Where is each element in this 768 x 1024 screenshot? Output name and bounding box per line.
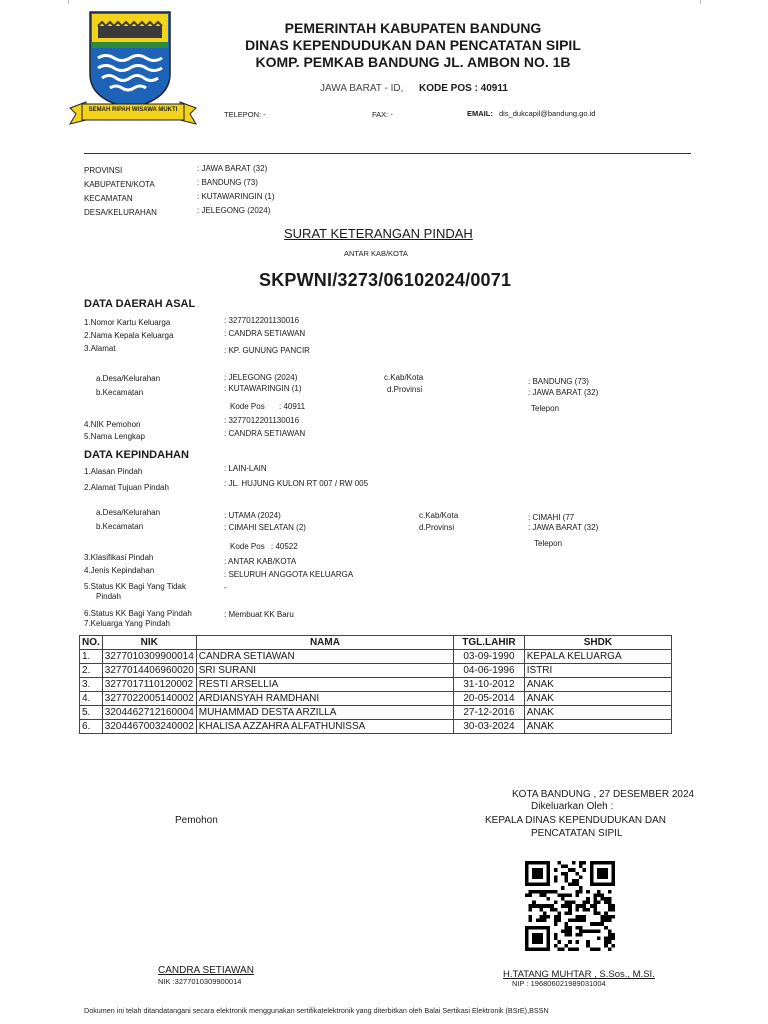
cell-nama: SRI SURANI: [196, 664, 453, 678]
cell-nik: 3277010309900014: [102, 650, 196, 664]
official-nip: NIP : 196806021989031004: [512, 979, 606, 988]
cell-tgl-lahir: 27-12-2016: [454, 706, 525, 720]
table-header-shdk: SHDK: [524, 636, 671, 650]
table-row: [80, 664, 672, 678]
asal-telepon-label: Telepon: [531, 404, 560, 413]
region-value-desa: : JELEGONG (2024): [197, 206, 271, 215]
pindah-alasan-value: : LAIN-LAIN: [224, 464, 267, 473]
cell-no: 5.: [80, 706, 103, 720]
pindah-jenis-label: 4.Jenis Kepindahan: [84, 566, 155, 575]
signature-office-2: PENCATATAN SIPIL: [531, 828, 623, 839]
section-heading-asal: DATA DAERAH ASAL: [84, 298, 196, 310]
cell-no: 2.: [80, 664, 103, 678]
document-number: SKPWNI/3273/06102024/0071: [259, 270, 512, 290]
asal-nik-label: 4.NIK Pemohon: [84, 420, 141, 429]
pindah-alamat-value: : JL. HUJUNG KULON RT 007 / RW 005: [224, 479, 369, 488]
asal-kepala-label: 2.Nama Kepala Keluarga: [84, 331, 174, 340]
pindah-kec-value: : CIMAHI SELATAN (2): [224, 523, 306, 532]
cell-nik: 3204462712160004: [102, 706, 196, 720]
applicant-name: CANDRA SETIAWAN: [158, 965, 254, 976]
section-heading-kepindahan: DATA KEPINDAHAN: [84, 449, 189, 461]
cell-shdk: KEPALA KELUARGA: [524, 650, 671, 664]
logo-motto: SEMAH RIPAH WISAWA MUKTI: [88, 107, 178, 113]
family-table: [79, 635, 672, 734]
signature-place-date: KOTA BANDUNG , 27 DESEMBER 2024: [512, 789, 695, 800]
region-label-kabupaten: KABUPATEN/KOTA: [84, 180, 155, 189]
region-value-provinsi: : JAWA BARAT (32): [197, 164, 268, 173]
cell-tgl-lahir: 20-05-2014: [454, 692, 525, 706]
cell-tgl-lahir: 03-09-1990: [454, 650, 525, 664]
header-telepon: TELEPON: -: [224, 110, 266, 119]
header-line-2: DINAS KEPENDUDUKAN DAN PENCATATAN SIPIL: [245, 37, 581, 53]
header-postal: KODE POS : 40911: [419, 83, 508, 94]
pindah-prov-value: : JAWA BARAT (32): [528, 523, 599, 532]
table-row: [80, 720, 672, 734]
asal-kec-value: : KUTAWARINGIN (1): [224, 384, 302, 393]
applicant-nik: NIK :3277010309900014: [158, 977, 242, 986]
document-subtitle: ANTAR KAB/KOTA: [344, 249, 408, 258]
header-email: dis_dukcapil@bandung.go.id: [499, 109, 596, 118]
asal-prov-value: : JAWA BARAT (32): [528, 388, 599, 397]
asal-kk-label: 1.Nomor Kartu Keluarga: [84, 318, 171, 327]
cell-shdk: ANAK: [524, 706, 671, 720]
asal-desa-label: a.Desa/Kelurahan: [96, 374, 161, 383]
asal-alamat-value: : KP. GUNUNG PANCIR: [224, 346, 310, 355]
region-value-kecamatan: : KUTAWARINGIN (1): [197, 192, 275, 201]
cell-nama: MUHAMMAD DESTA ARZILLA: [196, 706, 453, 720]
signature-issued-by: Dikeluarkan Oleh :: [531, 801, 614, 812]
pindah-jenis-value: : SELURUH ANGGOTA KELUARGA: [224, 570, 354, 579]
header-line-3: KOMP. PEMKAB BANDUNG JL. AMBON NO. 1B: [255, 54, 571, 70]
pindah-desa-value: : UTAMA (2024): [224, 511, 281, 520]
table-header-nama: NAMA: [196, 636, 453, 650]
asal-alamat-label: 3.Alamat: [84, 344, 116, 353]
pindah-klasifikasi-label: 3.Klasifikasi Pindah: [84, 553, 154, 562]
pindah-status-tidak-value: -: [224, 583, 227, 592]
document-title: SURAT KETERANGAN PINDAH: [284, 226, 473, 241]
official-name: H.TATANG MUHTAR , S.Sos., M.SI.: [503, 969, 655, 980]
cell-shdk: ANAK: [524, 720, 671, 734]
asal-kab-value: : BANDUNG (73): [528, 377, 589, 386]
cell-nama: RESTI ARSELLIA: [196, 678, 453, 692]
pindah-status-pindah-value: : Membuat KK Baru: [224, 610, 294, 619]
asal-nik-value: : 3277012201130016: [224, 416, 300, 425]
asal-prov-label: d.Provinsi: [387, 385, 423, 394]
asal-kodepos-value: : 40911: [279, 402, 306, 411]
cell-nik: 3277022005140002: [102, 692, 196, 706]
pindah-status-tidak-label-2: Pindah: [96, 592, 121, 601]
cell-nama: ARDIANSYAH RAMDHANI: [196, 692, 453, 706]
qr-code-icon: [525, 861, 615, 951]
cell-tgl-lahir: 31-10-2012: [454, 678, 525, 692]
table-header-row: [80, 636, 672, 650]
asal-desa-value: : JELEGONG (2024): [224, 373, 298, 382]
footer-note: Dokumen ini telah ditandatangani secara elektronik menggunakan sertifikatelektronik yang diterbitkan oleh Balai Sertikasi Elektronik (BSrE),BSSN: [84, 1006, 549, 1015]
cell-nik: 3204467003240002: [102, 720, 196, 734]
pindah-status-pindah-label: 6.Status KK Bagi Yang Pindah: [84, 609, 192, 618]
asal-kec-label: b.Kecamatan: [96, 388, 144, 397]
header-fax: FAX: -: [372, 110, 393, 119]
pindah-alamat-label: 2.Alamat Tujuan Pindah: [84, 483, 169, 492]
pindah-prov-label: d.Provinsi: [419, 523, 455, 532]
pindah-kab-label: c.Kab/Kota: [419, 511, 459, 520]
cell-shdk: ANAK: [524, 692, 671, 706]
qr-code-graphic: [525, 861, 615, 951]
table-row: [80, 678, 672, 692]
asal-nama-label: 5.Nama Lengkap: [84, 432, 145, 441]
pindah-kodepos-label: Kode Pos: [230, 542, 265, 551]
asal-kk-value: : 3277012201130016: [224, 316, 300, 325]
signature-office-1: KEPALA DINAS KEPENDUDUKAN DAN: [485, 815, 666, 826]
header-line-1: PEMERINTAH KABUPATEN BANDUNG: [284, 20, 542, 36]
cell-tgl-lahir: 30-03-2024: [454, 720, 525, 734]
table-row: [80, 692, 672, 706]
cell-tgl-lahir: 04-06-1996: [454, 664, 525, 678]
asal-kab-label: c.Kab/Kota: [384, 373, 424, 382]
cell-shdk: ISTRI: [524, 664, 671, 678]
asal-kepala-value: : CANDRA SETIAWAN: [224, 329, 306, 338]
logo: [68, 8, 198, 130]
cell-no: 3.: [80, 678, 103, 692]
pindah-desa-label: a.Desa/Kelurahan: [96, 508, 161, 517]
asal-kodepos-label: Kode Pos: [230, 402, 265, 411]
header-divider: [84, 153, 691, 154]
pindah-status-tidak-label-1: 5.Status KK Bagi Yang Tidak: [84, 582, 186, 591]
table-row: [80, 650, 672, 664]
pindah-keluarga-label: 7.Keluarga Yang Pindah: [84, 619, 170, 628]
pindah-kec-label: b.Kecamatan: [96, 522, 144, 531]
table-row: [80, 706, 672, 720]
table-header-no: NO.: [80, 636, 103, 650]
region-label-kecamatan: KECAMATAN: [84, 194, 133, 203]
cell-nama: KHALISA AZZAHRA ALFATHUNISSA: [196, 720, 453, 734]
corner-mark: [692, 0, 701, 4]
table-header-nik: NIK: [102, 636, 196, 650]
table-header-tgl-lahir: TGL.LAHIR: [454, 636, 525, 650]
cell-shdk: ANAK: [524, 678, 671, 692]
cell-no: 6.: [80, 720, 103, 734]
region-label-desa: DESA/KELURAHAN: [84, 208, 157, 217]
region-value-kabupaten: : BANDUNG (73): [197, 178, 258, 187]
header-region: JAWA BARAT - ID,: [320, 83, 404, 94]
pindah-kab-value: : CIMAHI (77: [528, 513, 575, 522]
corner-mark: [68, 0, 77, 4]
header-email-label: EMAIL:: [467, 109, 493, 118]
applicant-label: Pemohon: [175, 815, 218, 826]
region-label-provinsi: PROVINSI: [84, 166, 123, 175]
cell-nik: 3277017110120002: [102, 678, 196, 692]
cell-nama: CANDRA SETIAWAN: [196, 650, 453, 664]
cell-nik: 3277014406960020: [102, 664, 196, 678]
asal-nama-value: : CANDRA SETIAWAN: [224, 429, 306, 438]
pindah-alasan-label: 1.Alasan Pindah: [84, 467, 143, 476]
pindah-klasifikasi-value: : ANTAR KAB/KOTA: [224, 557, 297, 566]
pindah-kodepos-value: : 40522: [271, 542, 298, 551]
pindah-telepon-label: Telepon: [534, 539, 563, 548]
cell-no: 1.: [80, 650, 103, 664]
cell-no: 4.: [80, 692, 103, 706]
